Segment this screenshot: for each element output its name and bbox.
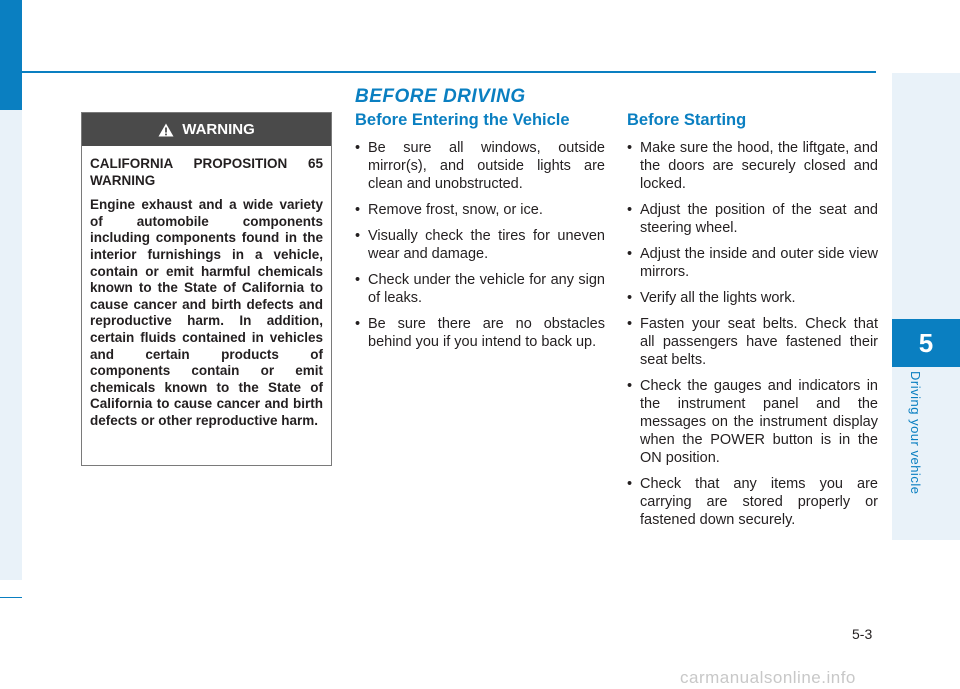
list-item: • Verify all the lights work. <box>627 290 796 306</box>
list-item: • Adjust the inside and outer side view mirrors. <box>627 246 878 280</box>
warning-header-label: WARNING <box>182 121 255 138</box>
warning-triangle-icon <box>158 123 174 137</box>
before-starting-section <box>627 111 878 537</box>
warning-body <box>82 146 331 430</box>
list-item: • Check under the vehicle for any sign of leaks. <box>355 272 605 306</box>
list-item: • Be sure there are no obstacles behind you if you intend to back up. <box>355 316 605 350</box>
before-starting-title: Before Starting <box>627 111 747 129</box>
list-item: • Visually check the tires for uneven wear and damage. <box>355 228 605 262</box>
chapter-label: Driving your vehicle <box>908 371 923 495</box>
list-item: • Adjust the position of the seat and steering wheel. <box>627 202 878 236</box>
list-item: • Check the gauges and indicators in the instrument panel and the messages on the instrument display when the POWER button is in the ON position. <box>627 378 878 466</box>
list-item: • Be sure all windows, outside mirror(s), and outside lights are clean and unobstructed. <box>355 140 605 192</box>
before-starting-list <box>627 139 878 529</box>
list-item: • Fasten your seat belts. Check that all passengers have fastened their seat belts. <box>627 316 878 368</box>
section-title: BEFORE DRIVING <box>355 86 526 107</box>
left-margin-rule <box>0 597 22 598</box>
left-margin-accent <box>0 0 22 110</box>
warning-box <box>81 112 332 466</box>
page-number: 5-3 <box>852 626 873 642</box>
before-entering-section <box>355 111 605 359</box>
warning-header <box>82 113 331 146</box>
before-entering-list <box>355 139 605 351</box>
watermark: carmanualsonline.info <box>680 668 856 687</box>
warning-text: Engine exhaust and a wide variety of automobile components including components found in the interior furnishings in a vehicle, contain or emit harmful chemicals known to the State of California to cause cancer and birth defects and reproductive harm. In addition, certain fluids contained in vehicles and certain products of components contain or emit chemicals known to the State of California to cause cancer and birth defects or other reproductive harm. <box>90 197 323 428</box>
before-entering-title: Before Entering the Vehicle <box>355 111 570 129</box>
list-item: • Make sure the hood, the liftgate, and the doors are securely closed and locked. <box>627 140 878 192</box>
warning-heading: CALIFORNIA PROPOSITION 65 WARNING <box>90 156 323 188</box>
chapter-number: 5 <box>892 319 960 367</box>
list-item: • Remove frost, snow, or ice. <box>355 202 543 218</box>
header-rule <box>22 71 876 73</box>
list-item: • Check that any items you are carrying are stored properly or fastened down securely. <box>627 476 878 528</box>
